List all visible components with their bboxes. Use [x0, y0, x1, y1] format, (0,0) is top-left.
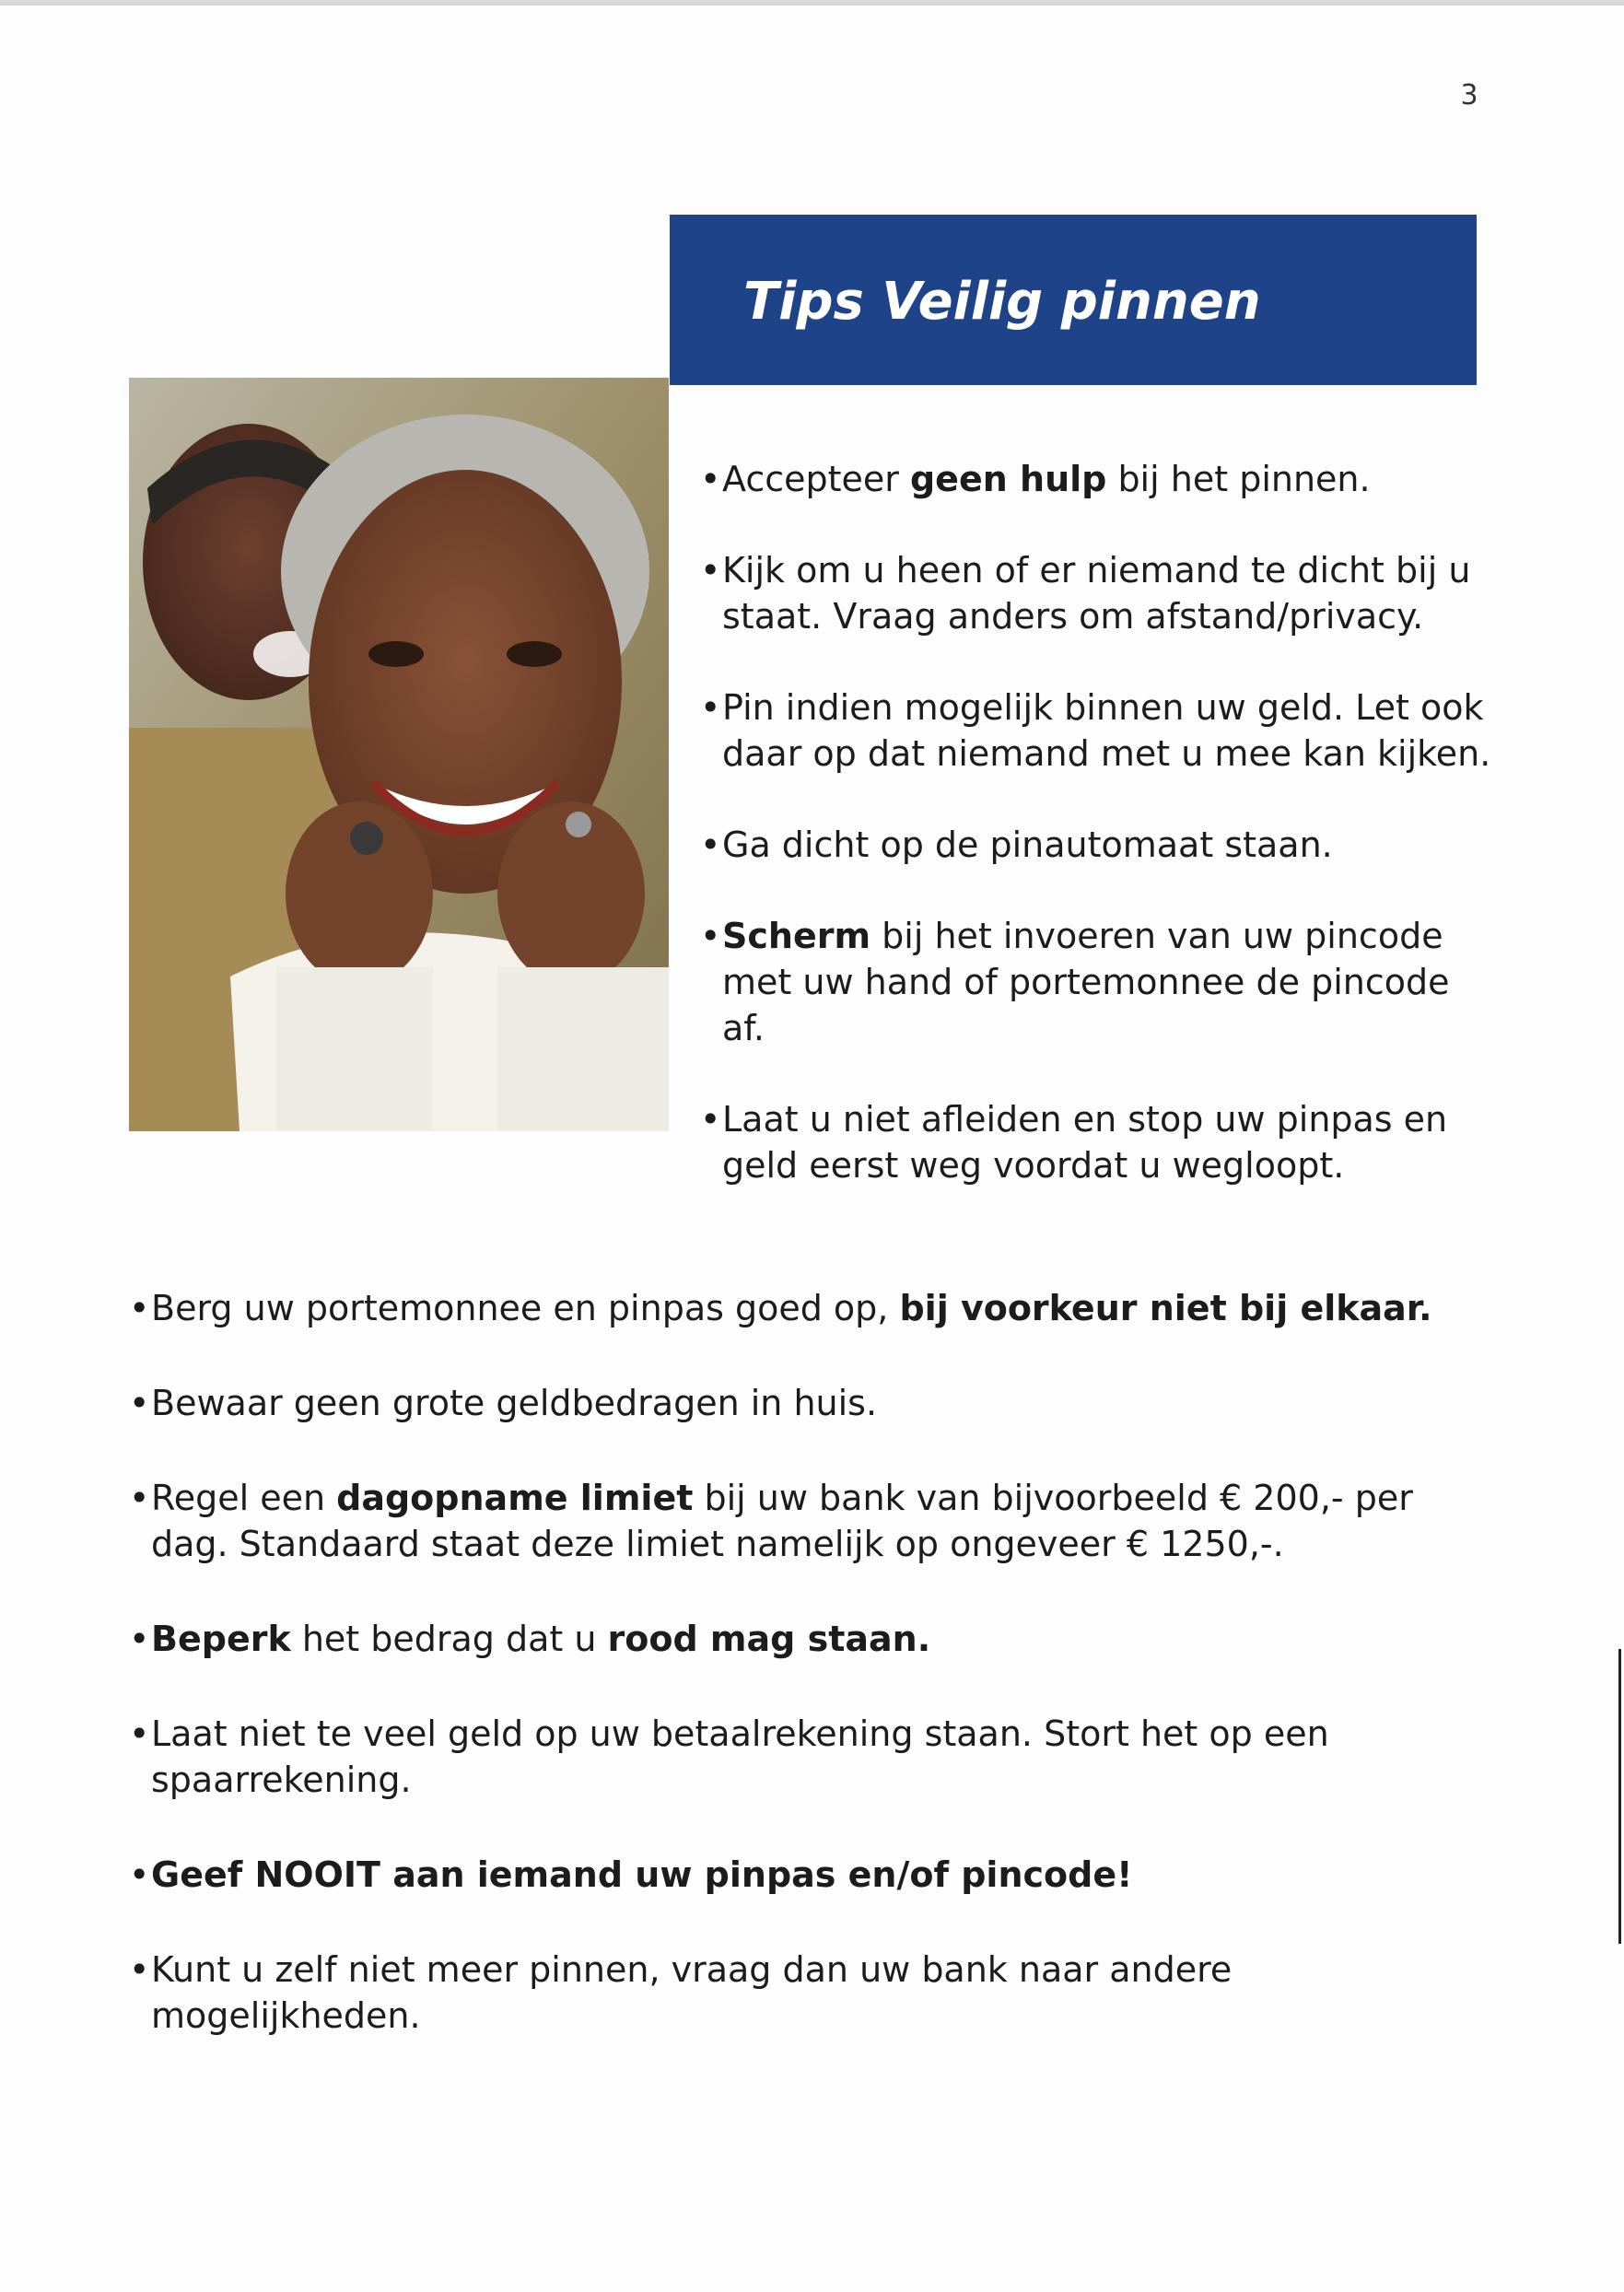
tip-item: • Ga dicht op de pinautomaat staan.	[700, 822, 1492, 868]
bullet-icon: •	[700, 1099, 721, 1140]
page-number: 3	[1460, 79, 1478, 111]
page-top-edge	[0, 0, 1624, 6]
tips-list-right	[700, 456, 1492, 1188]
tip-item: • Kijk om u heen of er niemand te dicht bij u staat. Vraag anders om afstand/privacy.	[700, 547, 1492, 639]
page-title: Tips Veilig pinnen	[743, 272, 1261, 332]
tip-item: • Laat niet te veel geld op uw betaalrekening staan. Stort het op een spaarrekening.	[129, 1711, 1483, 1803]
bullet-icon: •	[129, 1288, 150, 1328]
smiling-couple-photo	[129, 378, 669, 1131]
tip-item: • Kunt u zelf niet meer pinnen, vraag dan uw bank naar andere mogelijkheden.	[129, 1947, 1483, 2039]
bullet-icon: •	[700, 459, 721, 499]
bullet-icon: •	[129, 1619, 150, 1659]
tip-item: • Accepteer geen hulp bij het pinnen.	[700, 456, 1492, 502]
bullet-icon: •	[129, 1478, 150, 1518]
bullet-icon: •	[129, 1713, 150, 1754]
tip-item: • Scherm bij het invoeren van uw pincode met uw hand of portemonnee de pincode af.	[700, 913, 1492, 1051]
bullet-icon: •	[700, 687, 721, 728]
tip-item: • Berg uw portemonnee en pinpas goed op, bij voorkeur niet bij elkaar.	[129, 1285, 1483, 1331]
bullet-icon: •	[129, 1949, 150, 1990]
title-banner	[670, 215, 1477, 385]
bullet-icon: •	[700, 824, 721, 865]
tips-list-left	[129, 1285, 1483, 2039]
tip-item: • Laat u niet afleiden en stop uw pinpas en geld eerst weg voordat u wegloopt.	[700, 1096, 1492, 1188]
bullet-icon: •	[700, 550, 721, 591]
bullet-icon: •	[700, 916, 721, 956]
tip-item: • Bewaar geen grote geldbedragen in huis.	[129, 1380, 1483, 1426]
tip-item: • Regel een dagopname limiet bij uw bank van bijvoorbeeld € 200,- per dag. Standaard staat deze limiet namelijk op ongeveer € 1250,-.	[129, 1475, 1483, 1567]
tip-item: • Pin indien mogelijk binnen uw geld. Let ook daar op dat niemand met u mee kan kijken.	[700, 684, 1492, 777]
tip-item: • Beperk het bedrag dat u rood mag staan.	[129, 1616, 1483, 1662]
scan-edge-mark	[1618, 1649, 1621, 1944]
bullet-icon: •	[129, 1383, 150, 1423]
bullet-icon: •	[129, 1854, 150, 1895]
tip-item: • Geef NOOIT aan iemand uw pinpas en/of pincode!	[129, 1852, 1483, 1898]
